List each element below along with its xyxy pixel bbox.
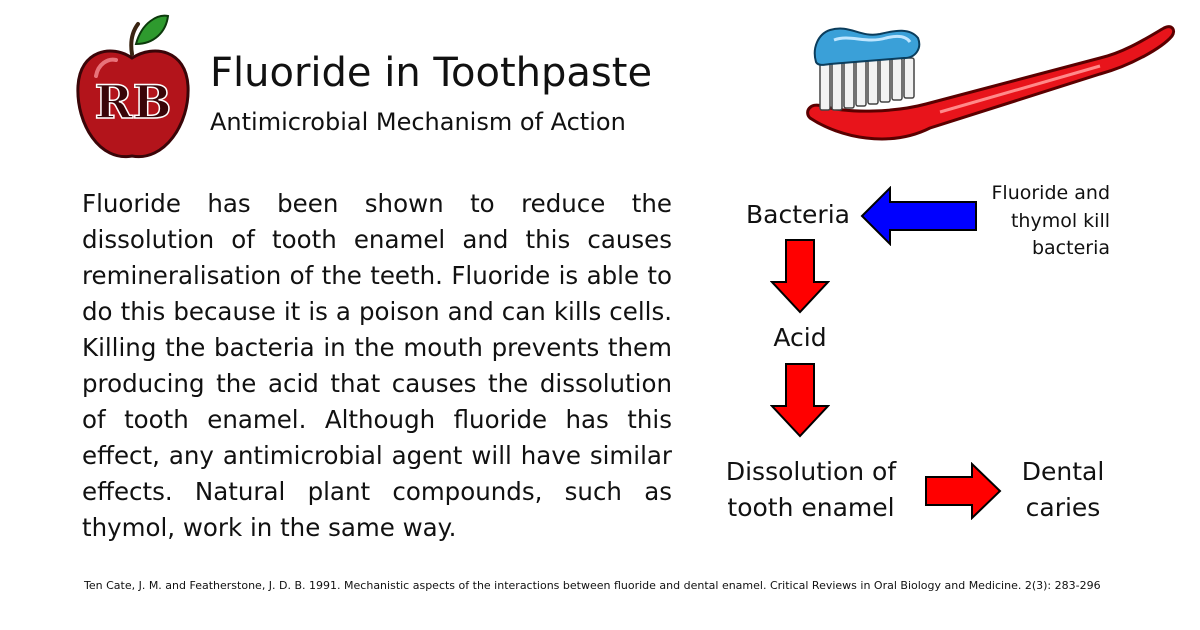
apple-logo-icon xyxy=(72,14,194,164)
node-dental-caries: Dental caries xyxy=(1021,457,1105,522)
flow-arrow-down-1 xyxy=(770,238,830,314)
logo-monogram: RB xyxy=(94,75,172,129)
node-acid: Acid xyxy=(773,323,827,352)
node-dissolution: Dissolution of tooth enamel xyxy=(725,457,897,522)
body-paragraph: Fluoride has been shown to reduce the dissolution of tooth enamel and this causes remineralisation of the teeth. Fluoride is able to do this because it is a poison and can kills cells. Killing the bacteria in the mouth prevents them producing the acid that causes the dissolution of tooth enamel. Although fluoride has this effect, any antimicrobial agent will have similar effects. Natural plant compounds, such as thymol, work in the same way. xyxy=(82,189,672,542)
toothbrush-icon xyxy=(800,8,1180,168)
flow-arrow-right xyxy=(924,462,1002,520)
flow-arrow-down-2 xyxy=(770,362,830,438)
page-subtitle: Antimicrobial Mechanism of Action xyxy=(210,108,626,136)
page-title: Fluoride in Toothpaste xyxy=(210,50,653,96)
inhibition-label: Fluoride and thymol kill bacteria xyxy=(991,182,1110,259)
node-bacteria: Bacteria xyxy=(746,200,850,229)
citation: Ten Cate, J. M. and Featherstone, J. D. B. 1991. Mechanistic aspects of the interactions between fluoride and dental enamel. Critical Reviews in Oral Biology and Medicine. 2(3): 283-296 xyxy=(84,579,1101,592)
inhibit-arrow-left xyxy=(860,186,980,246)
